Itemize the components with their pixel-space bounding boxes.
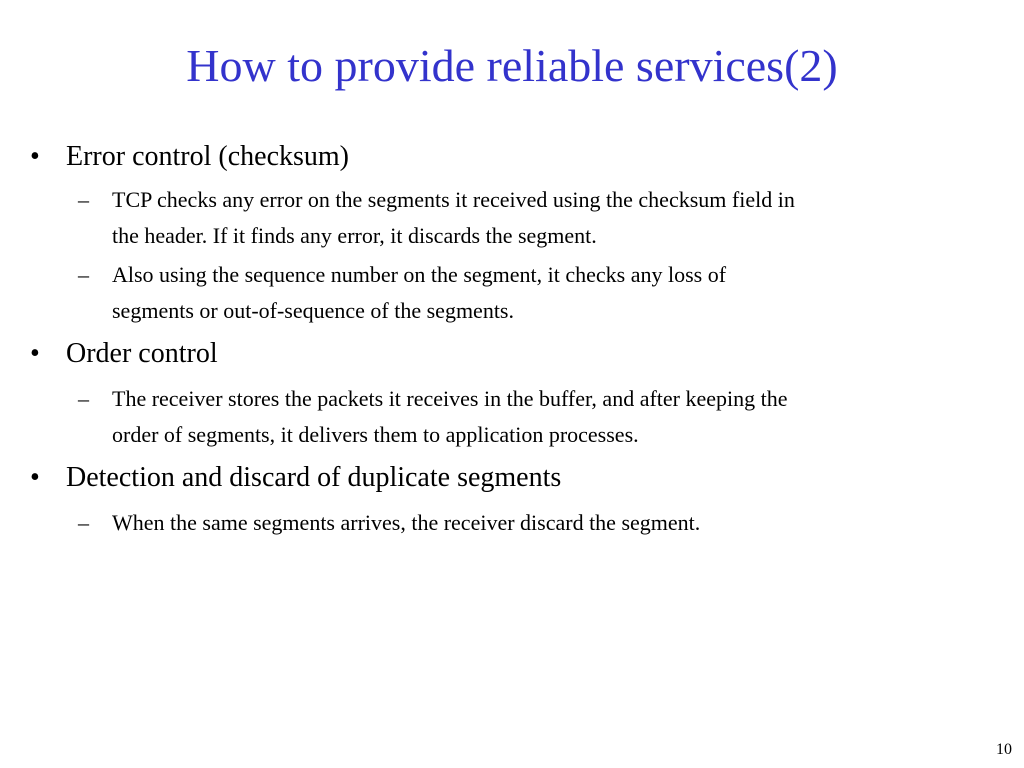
- bullet-marker: •: [30, 462, 40, 493]
- sub-bullet-marker: –: [78, 187, 89, 212]
- bullet-text: Error control (checksum): [66, 141, 349, 172]
- bullet-marker: •: [30, 338, 40, 369]
- bullet-marker: •: [30, 141, 40, 172]
- sub-bullet-text: [112, 182, 1002, 254]
- sub-bullet-line: TCP checks any error on the segments it received using the checksum field in: [112, 187, 795, 212]
- sub-bullet-line: the header. If it finds any error, it discards the segment.: [112, 223, 597, 248]
- page-number: 10: [996, 741, 1012, 758]
- sub-bullet-line: segments or out-of-sequence of the segments.: [112, 298, 514, 323]
- sub-bullet-marker: –: [78, 262, 89, 287]
- sub-bullet-line: The receiver stores the packets it receives in the buffer, and after keeping the: [112, 386, 788, 411]
- sub-bullet-text: [112, 381, 1002, 453]
- bullet-text: Order control: [66, 338, 218, 369]
- sub-bullet-text: [112, 505, 1002, 541]
- sub-bullet-text: [112, 257, 1002, 329]
- bullet-text: Detection and discard of duplicate segments: [66, 462, 562, 493]
- sub-bullet-line: order of segments, it delivers them to application processes.: [112, 422, 639, 447]
- slide-title: How to provide reliable services(2): [186, 40, 838, 91]
- sub-bullet-line: When the same segments arrives, the receiver discard the segment.: [112, 510, 701, 535]
- sub-bullet-line: Also using the sequence number on the segment, it checks any loss of: [112, 262, 727, 287]
- sub-bullet-marker: –: [78, 510, 89, 535]
- sub-bullet-marker: –: [78, 386, 89, 411]
